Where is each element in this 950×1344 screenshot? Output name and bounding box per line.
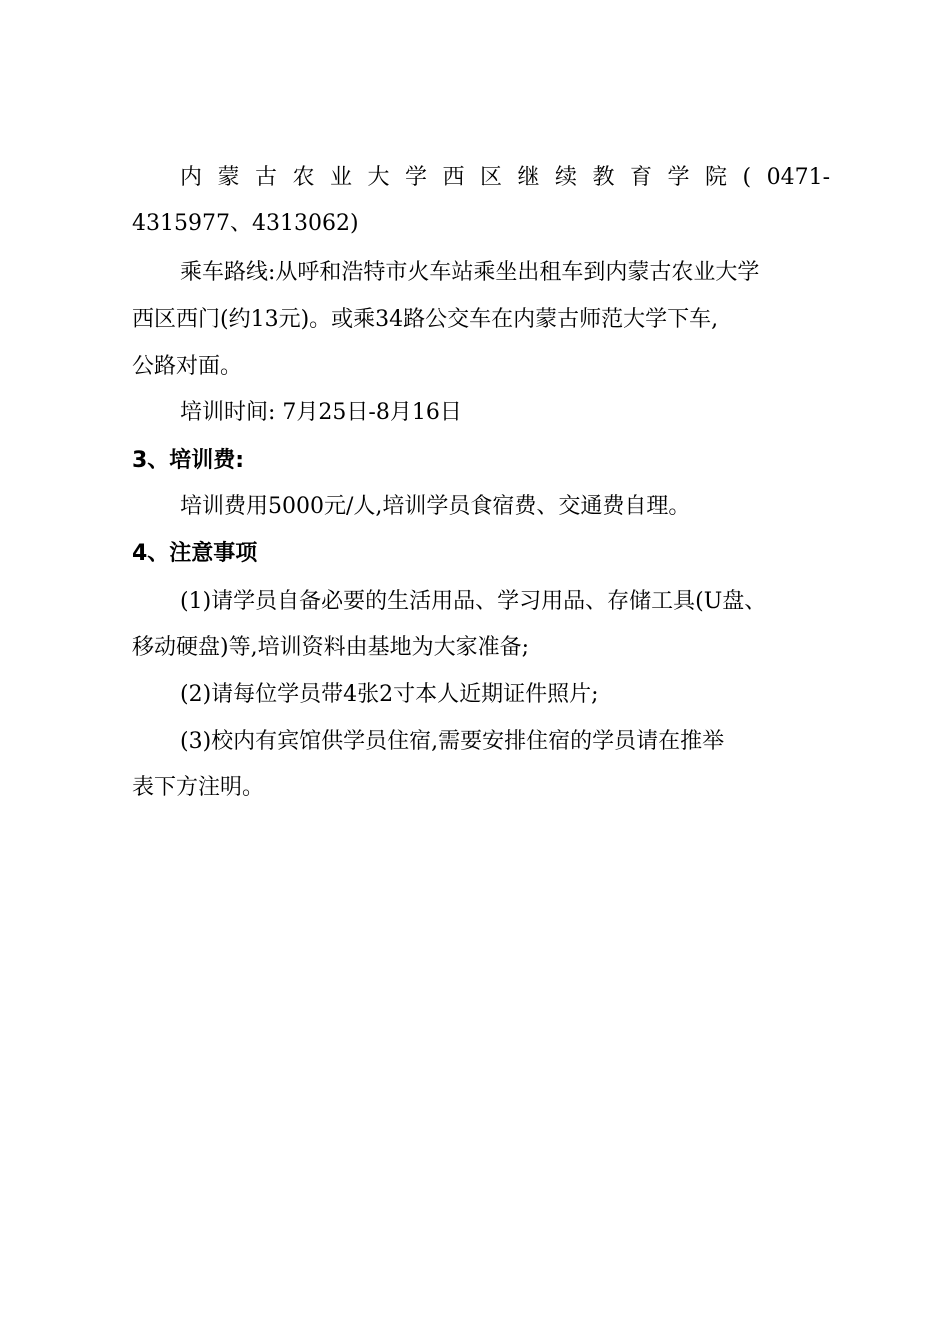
notice-item-1-line-2: 移动硬盘)等,培训资料由基地为大家准备; [132,635,529,660]
address-char: 继 [517,165,540,190]
address-char: 古 [255,165,278,190]
address-char: 0471- [766,165,830,190]
notice-item-2: (2)请每位学员带4张2寸本人近期证件照片; [180,682,599,707]
address-char: 大 [367,165,390,190]
address-line-1 [180,163,830,193]
route-line-3: 公路对面。 [132,354,243,379]
training-time: 培训时间: 7月25日-8月16日 [180,400,462,425]
address-char: 教 [592,165,615,190]
section-4-heading: 4、注意事项 [132,541,258,566]
notice-item-1-line-1: (1)请学员自备必要的生活用品、学习用品、存储工具(U盘、 [180,589,767,614]
address-char: 业 [330,165,353,190]
address-char: 农 [292,165,315,190]
address-char: 西 [442,165,465,190]
address-char: 蒙 [217,165,240,190]
route-line-1: 乘车路线:从呼和浩特市火车站乘坐出租车到内蒙古农业大学 [180,260,760,285]
address-char: 区 [480,165,503,190]
address-char: 院 [705,165,728,190]
address-char: 续 [555,165,578,190]
address-line-2: 4315977、4313062) [132,211,359,236]
notice-item-3-line-1: (3)校内有宾馆供学员住宿,需要安排住宿的学员请在推举 [180,729,725,754]
address-char: ( [742,165,752,190]
notice-item-3-line-2: 表下方注明。 [132,775,265,800]
address-char: 学 [667,165,690,190]
route-line-2: 西区西门(约13元)。或乘34路公交车在内蒙古师范大学下车, [132,307,719,332]
section-3-heading: 3、培训费: [132,448,245,473]
address-char: 学 [405,165,428,190]
address-char: 内 [180,165,203,190]
address-char: 育 [630,165,653,190]
training-fee-text: 培训费用5000元/人,培训学员食宿费、交通费自理。 [180,494,691,519]
